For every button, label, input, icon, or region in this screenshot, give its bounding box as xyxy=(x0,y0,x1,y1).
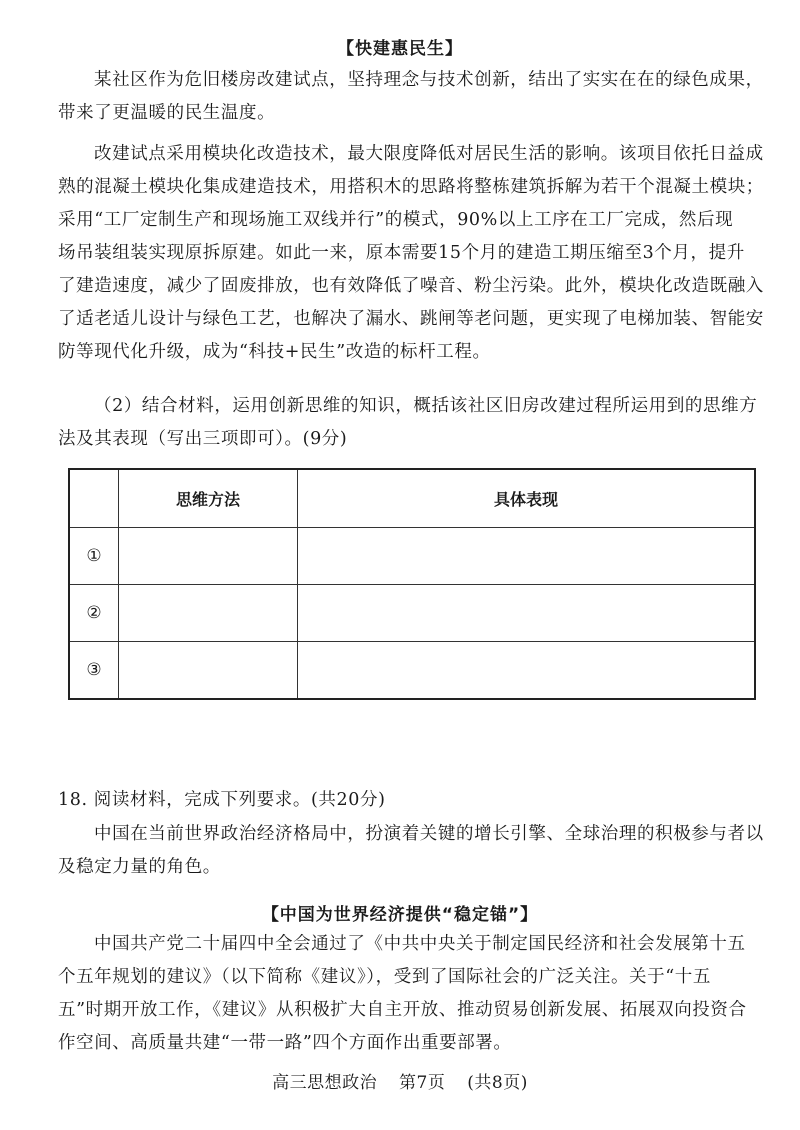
page-footer xyxy=(0,1068,800,1093)
text-line: 采用“工厂定制生产和现场施工双线并行”的模式，90%以上工序在工厂完成，然后现 xyxy=(58,210,734,230)
text-line: 带来了更温暖的民生温度。 xyxy=(58,103,276,123)
text-line: 五”时期开放工作，《建议》从积极扩大自主开放、推动贸易创新发展、拓展双向投资合 xyxy=(58,1000,747,1020)
answer-cell-method[interactable] xyxy=(119,585,298,642)
answer-cell-method[interactable] xyxy=(119,528,298,585)
text-line: 了适老适儿设计与绿色工艺，也解决了漏水、跳闸等老问题，更实现了电梯加装、智能安 xyxy=(58,309,764,329)
answer-table xyxy=(68,468,756,700)
answer-cell-detail[interactable] xyxy=(298,585,756,642)
row-marker: ③ xyxy=(69,642,119,700)
footer-page-number: 第7页 xyxy=(399,1073,446,1093)
table-row xyxy=(69,642,755,700)
row-marker: ② xyxy=(69,585,119,642)
header-cell-method: 思维方法 xyxy=(119,469,298,528)
answer-cell-detail[interactable] xyxy=(298,528,756,585)
material-heading: 【中国为世界经济提供“稳定锚”】 xyxy=(261,905,539,925)
row-marker: ① xyxy=(69,528,119,585)
text-line: 中国共产党二十届四中全会通过了《中共中央关于制定国民经济和社会发展第十五 xyxy=(94,934,746,954)
text-line: （2）结合材料，运用创新思维的知识，概括该社区旧房改建过程所运用到的思维方 xyxy=(94,396,758,416)
table-header-row xyxy=(69,469,755,528)
text-line: 熟的混凝土模块化集成建造技术，用搭积木的思路将整栋建筑拆解为若干个混凝土模块； xyxy=(58,177,764,197)
text-line: 某社区作为危旧楼房改建试点，坚持理念与技术创新，结出了实实在在的绿色成果， xyxy=(94,70,764,90)
text-line: 场吊装组装实现原拆原建。如此一来，原本需要15个月的建造工期压缩至3个月，提升 xyxy=(58,243,745,263)
answer-cell-detail[interactable] xyxy=(298,642,756,700)
text-line: 法及其表现（写出三项即可）。(9分) xyxy=(58,429,348,449)
question-18-intro xyxy=(58,818,764,884)
question-18-title xyxy=(58,784,746,817)
question-2 xyxy=(58,390,758,456)
material-para xyxy=(58,928,746,1060)
section-para-2 xyxy=(58,138,764,369)
text-line: 防等现代化升级，成为“科技+民生”改造的标杆工程。 xyxy=(58,342,491,362)
text-line: 及稳定力量的角色。 xyxy=(58,857,221,877)
footer-subject: 高三思想政治 xyxy=(272,1073,378,1093)
text-line: 了建造速度，减少了固废排放，也有效降低了噪音、粉尘污染。此外，模块化改造既融入 xyxy=(58,276,764,296)
text-line: 改建试点采用模块化改造技术，最大限度降低对居民生活的影响。该项目依托日益成 xyxy=(94,144,764,164)
header-cell-blank xyxy=(69,469,119,528)
text-line: 作空间、高质量共建“一带一路”四个方面作出重要部署。 xyxy=(58,1033,512,1053)
header-cell-detail: 具体表现 xyxy=(298,469,756,528)
section-heading: 【快建惠民生】 xyxy=(337,39,463,59)
answer-cell-method[interactable] xyxy=(119,642,298,700)
table-row xyxy=(69,528,755,585)
text-line: 个五年规划的建议》（以下简称《建议》），受到了国际社会的广泛关注。关于“十五 xyxy=(58,967,711,987)
text-line: 18. 阅读材料，完成下列要求。(共20分) xyxy=(58,790,386,810)
table-row xyxy=(69,585,755,642)
text-line: 中国在当前世界政治经济格局中，扮演着关键的增长引擎、全球治理的积极参与者以 xyxy=(94,824,764,844)
section-para-1 xyxy=(58,64,764,130)
footer-total-pages: (共8页) xyxy=(467,1073,528,1093)
